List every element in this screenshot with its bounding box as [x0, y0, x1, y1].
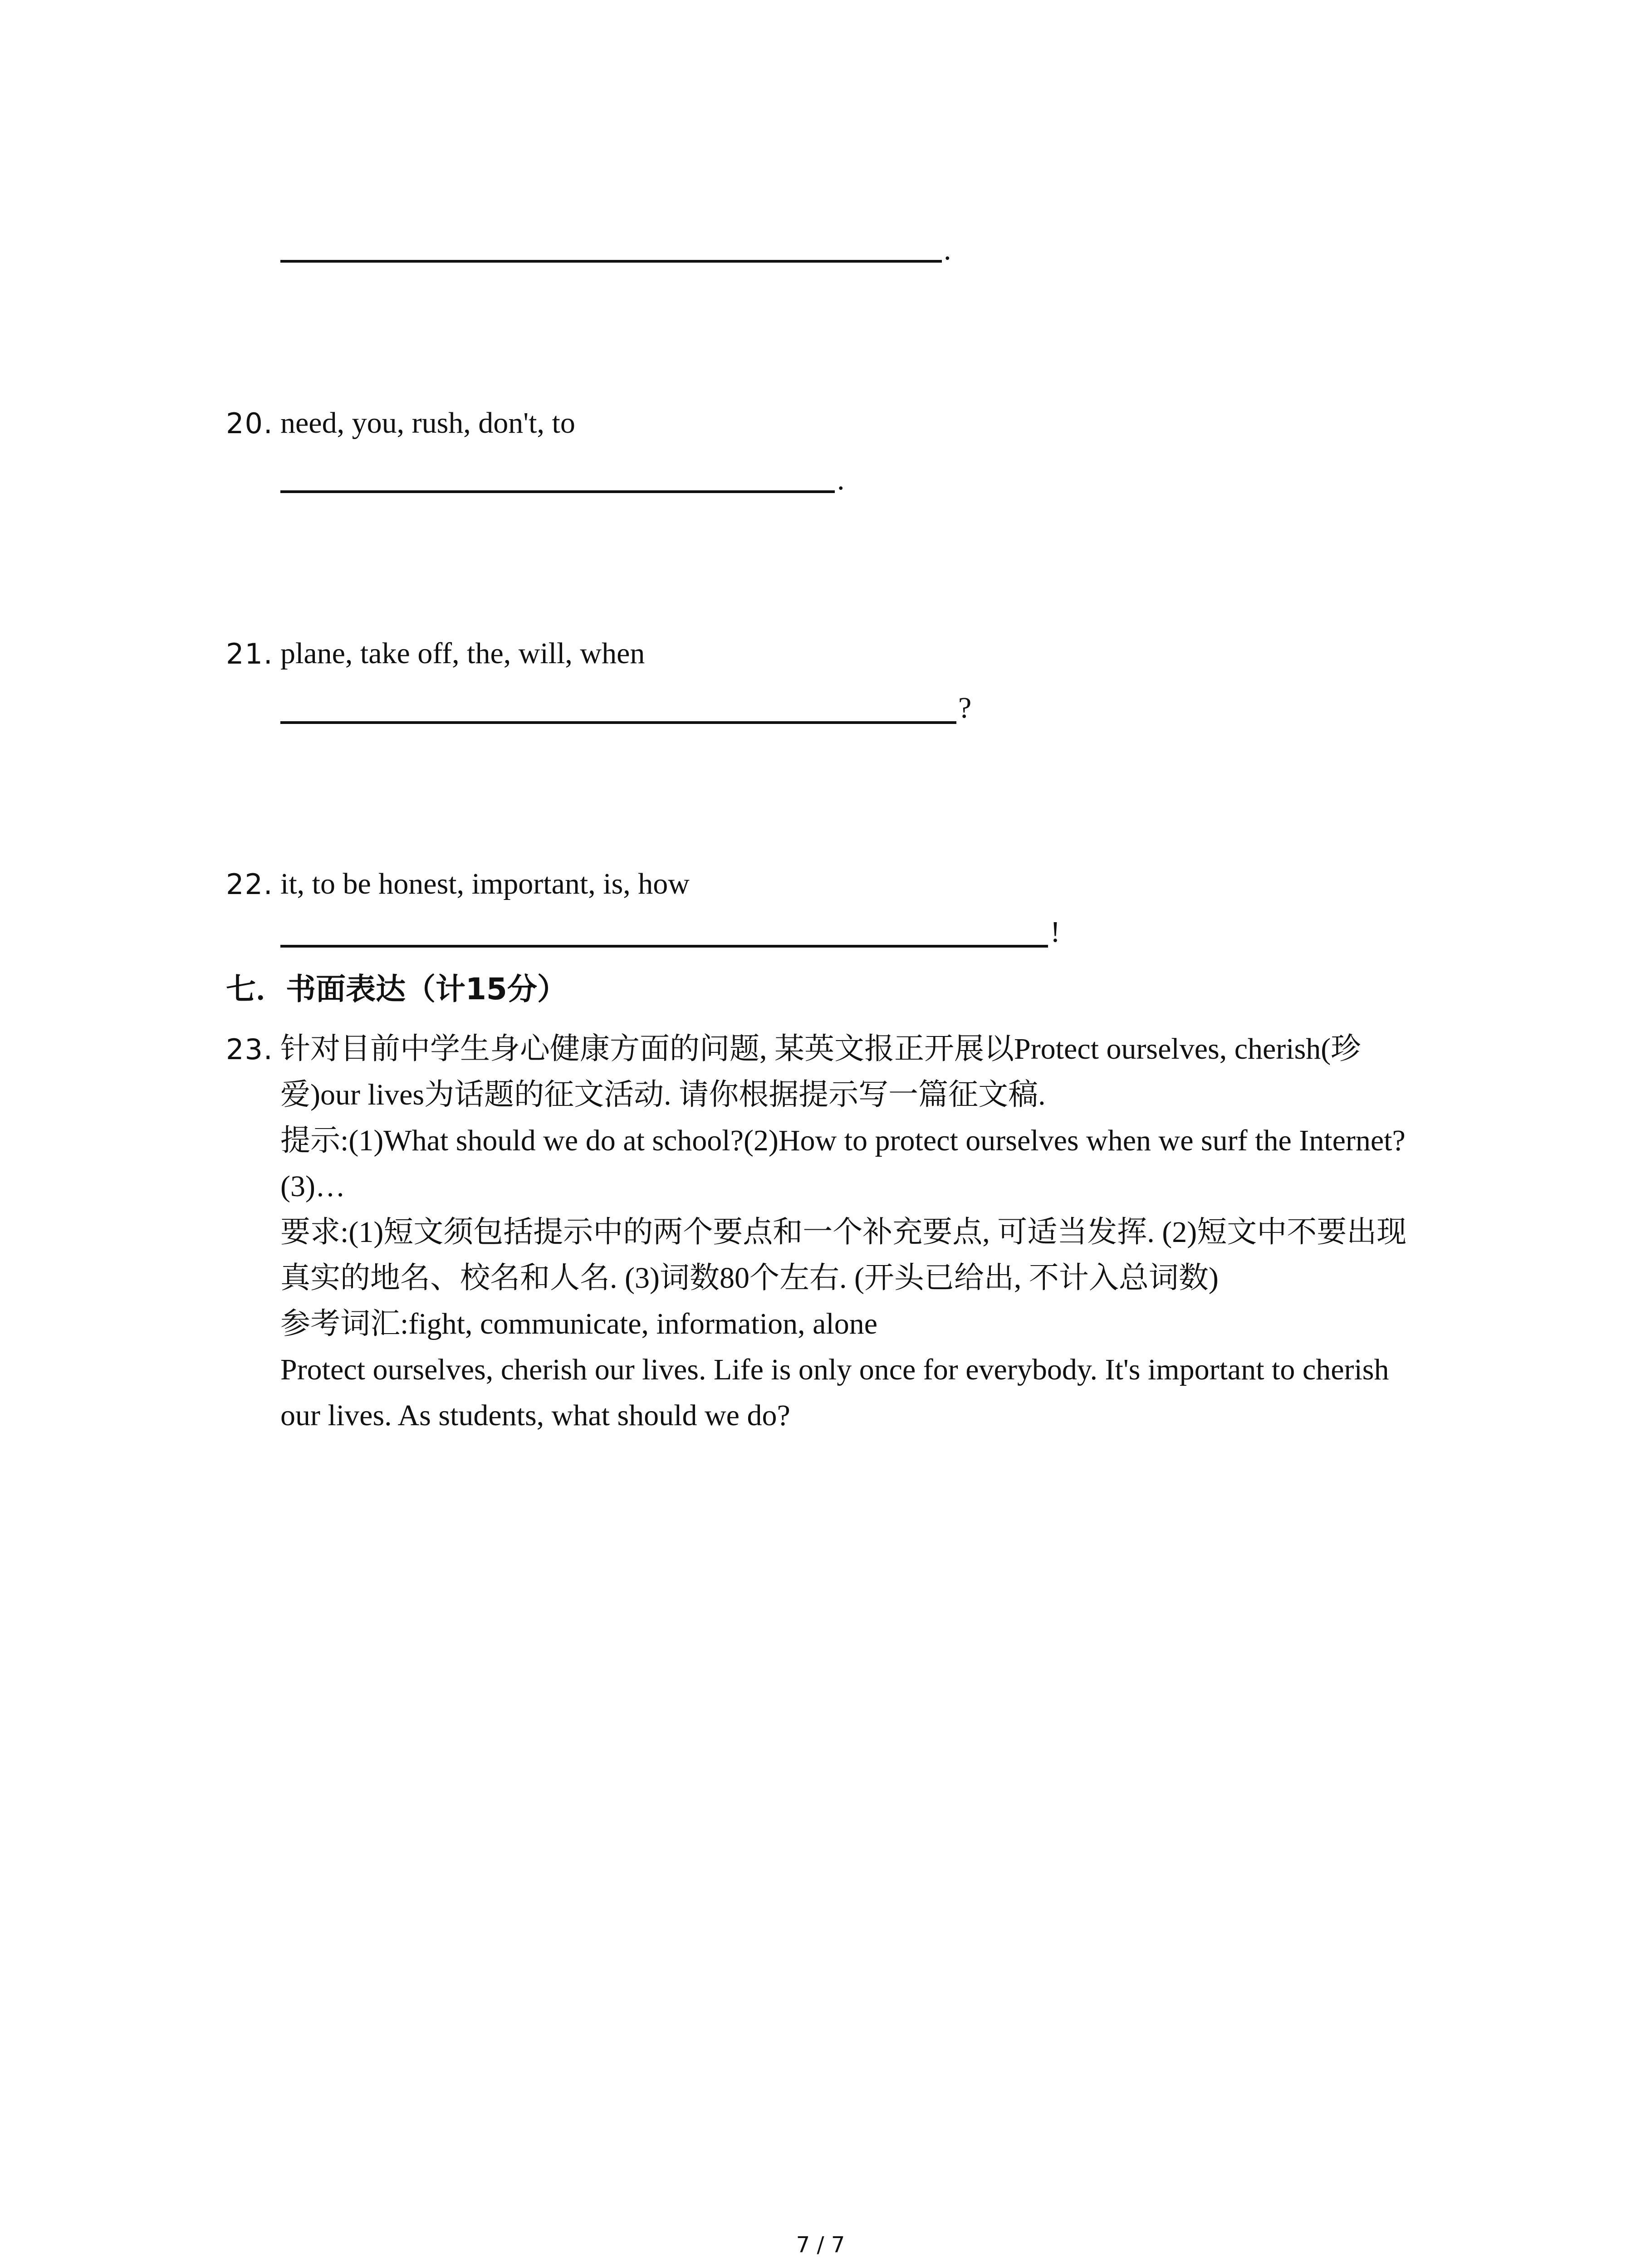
answer-line[interactable] [280, 490, 835, 493]
question-words: plane, take off, the, will, when [280, 637, 645, 670]
question-number: 22. [226, 868, 274, 901]
question-words: need, you, rush, don't, to [280, 406, 575, 440]
answer-end-mark: . [837, 463, 845, 496]
section-title: 七．书面表达（计15分） [226, 972, 567, 1007]
task-line: 参考词汇:fight, communicate, information, alone [280, 1307, 878, 1340]
task-line: (3)… [280, 1170, 345, 1203]
answer-end-mark: . [944, 233, 951, 266]
task-line: 针对目前中学生身心健康方面的问题, 某英文报正开展以Protect ourselves, cherish(珍 [280, 1032, 1361, 1066]
answer-line[interactable] [280, 721, 956, 724]
question-number: 21. [226, 637, 274, 670]
task-line: 爱)our lives为话题的征文活动. 请你根据提示写一篇征文稿. [280, 1078, 1046, 1111]
question-number: 23. [226, 1033, 274, 1066]
page-number: 7 / 7 [796, 2232, 845, 2258]
task-line: 真实的地名、校名和人名. (3)词数80个左右. (开头已给出, 不计入总词数) [280, 1261, 1219, 1295]
answer-line[interactable] [280, 945, 1048, 948]
answer-line-previous[interactable] [280, 260, 942, 263]
answer-end-mark: ? [958, 691, 972, 724]
essay-opening-line: Protect ourselves, cherish our lives. Life is only once for everybody. It's important to cherish [280, 1353, 1389, 1386]
question-words: it, to be honest, important, is, how [280, 867, 690, 900]
question-number: 20. [226, 407, 274, 440]
task-line: 提示:(1)What should we do at school?(2)How to protect ourselves when we surf the Internet? [280, 1124, 1406, 1157]
task-line: 要求:(1)短文须包括提示中的两个要点和一个补充要点, 可适当发挥. (2)短文中不要出现 [280, 1216, 1407, 1249]
essay-opening-line: our lives. As students, what should we do? [280, 1399, 790, 1432]
answer-end-mark: ! [1050, 915, 1060, 948]
